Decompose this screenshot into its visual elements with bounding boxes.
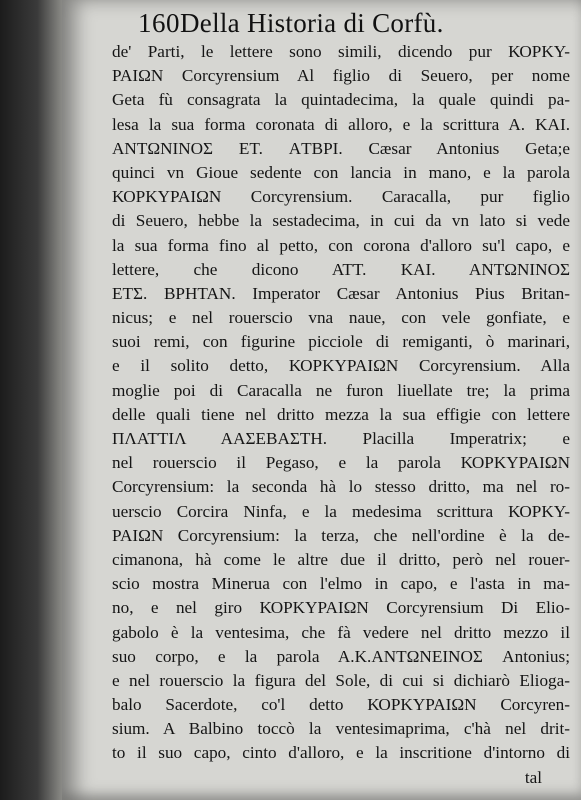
text-line: e il solito detto, ΚΟΡΚΥΡΑΙΩΝ Corcyrensium. Alla xyxy=(112,356,570,376)
text-line: moglie poi di Caracalla ne furon liuellate tre; la prima xyxy=(112,380,570,400)
text-line: to il suo capo, cinto d'alloro, e la inscritione d'intorno di xyxy=(112,743,570,763)
text-line: Geta fù consagrata la quintadecima, la quale quindi pa- xyxy=(112,90,570,110)
text-line: nicus; e nel rouerscio vna naue, con vele gonfiate, e xyxy=(112,308,570,328)
text-line: suo corpo, e la parola A.K.ANTΩNEINOΣ Antonius; xyxy=(112,646,570,666)
text-line: EΤΣ. ΒΡΗΤΑΝ. Imperator Cæsar Antonius Pius Britan- xyxy=(112,283,570,303)
text-line: la sua forma fino al petto, con corona d'alloro su'l capo, e xyxy=(112,235,570,255)
text-line: gabolo è la ventesima, che fà vedere nel dritto mezzo il xyxy=(112,622,570,642)
text-line: de' Parti, le lettere sono simili, dicendo pur ΚΟΡΚΥ- xyxy=(112,42,570,61)
text-line: Corcyrensium: la seconda hà lo stesso dritto, ma nel ro- xyxy=(112,477,570,497)
text-line: balo Sacerdote, co'l detto ΚΟΡΚΥΡΑΙΩΝ Corcyren- xyxy=(112,695,570,715)
text-line: nel rouerscio il Pegaso, e la parola ΚΟΡΚΥΡΑΙΩΝ xyxy=(112,453,570,473)
text-line: ΡΑΙΩΝ Corcyrensium: la terza, che nell'ordine è la de- xyxy=(112,525,570,545)
text-line: ΚΟΡΚΥΡΑΙΩΝ Corcyrensium. Caracalla, pur figlio xyxy=(112,187,570,207)
text-line: cimanona, hà come le altre due il dritto, però nel rouer- xyxy=(112,549,570,569)
page-header xyxy=(138,8,565,42)
text-line: sium. A Balbino toccò la ventesimaprima, c'hà nel drit- xyxy=(112,719,570,739)
text-line: e nel rouerscio la figura del Sole, di cui si dichiarò Elioga- xyxy=(112,670,570,690)
page-number: 160 xyxy=(138,8,180,38)
text-line: quinci vn Gioue sedente con lancia in mano, e la parola xyxy=(112,162,570,182)
text-line: ANTΩNINOΣ EΤ. AΤBΡΙ. Cæsar Antonius Geta;e xyxy=(112,138,570,158)
body-text xyxy=(112,40,570,790)
text-line: ΡΑΙΩΝ Corcyrensium Al figlio di Seuero, per nome xyxy=(112,66,570,86)
text-line: lettere, che dicono ATT. KAI. ANTΩNINOΣ xyxy=(112,259,570,279)
catchword: tal xyxy=(524,767,542,787)
text-line: suoi remi, con figurine picciole di remiganti, ò marinari, xyxy=(112,332,570,352)
text-line: lesa la sua forma coronata di alloro, e la scrittura A. KAI. xyxy=(112,114,570,134)
book-gutter xyxy=(0,0,62,800)
running-title: Della Historia di Corfù. xyxy=(180,8,444,38)
text-line: uerscio Corcira Ninfa, e la medesima scrittura ΚΟΡΚΥ- xyxy=(112,501,570,521)
text-line: no, e nel giro ΚΟΡΚΥΡΑΙΩΝ Corcyrensium Di Elio- xyxy=(112,598,570,618)
text-line: di Seuero, hebbe la sestadecima, in cui da vn lato si vede xyxy=(112,211,570,231)
text-line: delle quali tiene nel dritto mezza la sua effigie con lettere xyxy=(112,404,570,424)
text-line: ΠΛΑΤΤΙΛ ΑΑΣΕΒΑΣΤΗ. Placilla Imperatrix; e xyxy=(112,429,570,448)
text-line: scio mostra Mineruа con l'elmo in capo, e l'asta in ma- xyxy=(112,574,570,594)
